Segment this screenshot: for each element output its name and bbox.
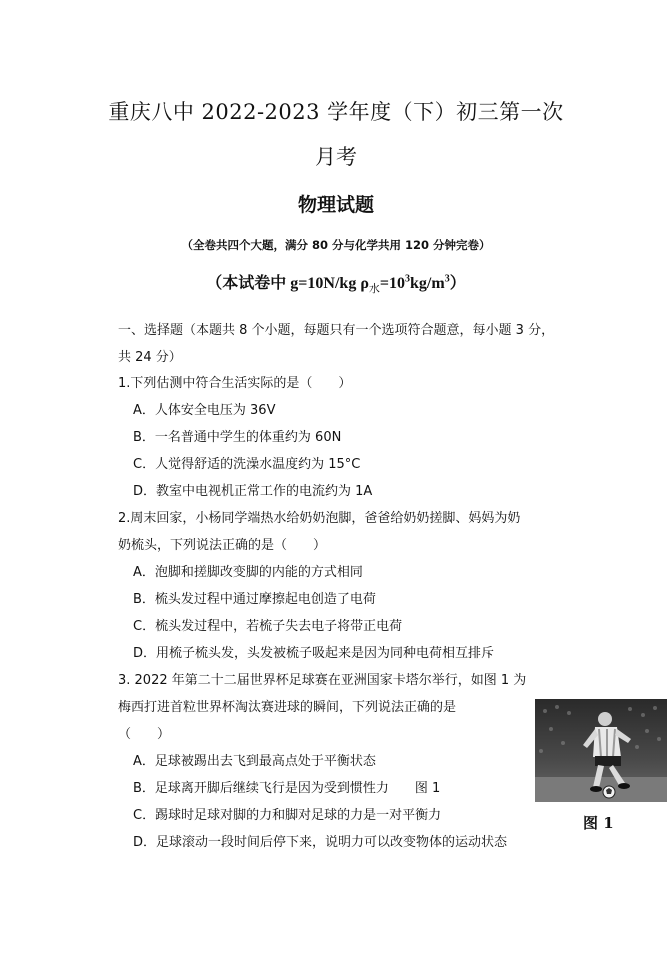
constants-unit: kg/m [410,275,445,292]
question-1-stem: 1.下列估测中符合生活实际的是（ ） [118,376,352,391]
constants-line [0,270,672,296]
question-1-option-b: B．一名普通中学生的体重约为 60N [133,430,342,445]
figure-1-photo [535,699,667,802]
constants-eq: =10 [379,275,406,292]
constants-open: （ [206,275,223,292]
question-2-stem-continued: 奶梳头，下列说法正确的是（ ） [118,538,327,553]
question-2-option-b: B．梳头发过程中通过摩擦起电创造了电荷 [133,592,376,607]
exam-title: 重庆八中 2022-2023 学年度（下）初三第一次 [108,100,564,124]
constants-text: 本试卷中 g=10N/kg ρ [222,275,369,292]
soccer-player-image [535,699,667,802]
question-3-option-d: D．足球滚动一段时间后停下来，说明力可以改变物体的运动状态 [133,835,508,850]
constants-unit-exp: 3 [444,273,450,285]
question-2-option-d: D．用梳子梳头发，头发被梳子吸起来是因为同种电荷相互排斥 [133,646,495,661]
exam-scope-note: （全卷共四个大题，满分 80 分与化学共用 120 分钟完卷） [181,238,491,252]
question-3-option-a: A．足球被踢出去飞到最高点处于平衡状态 [133,754,376,769]
question-2-stem: 2.周末回家，小杨同学端热水给奶奶泡脚，爸爸给奶奶搓脚、妈妈为奶 [118,511,521,526]
question-2-option-c: C．梳头发过程中，若梳子失去电子将带正电荷 [133,619,403,634]
question-3-stem-continued: 梅西打进首粒世界杯淘汰赛进球的瞬间，下列说法正确的是 [118,700,457,715]
constants-close: ） [449,275,466,292]
section-heading: 一、选择题（本题共 8 个小题，每题只有一个选项符合题意，每小题 3 分， [118,323,555,338]
question-2-option-a: A．泡脚和搓脚改变脚的内能的方式相同 [133,565,363,580]
question-3-option-c: C．踢球时足球对脚的力和脚对足球的力是一对平衡力 [133,808,442,823]
question-3-option-b [133,777,440,796]
question-1-option-d: D．教室中电视机正常工作的电流约为 1A [133,484,373,499]
question-3-stem: 3. 2022 年第二十二届世界杯足球赛在亚洲国家卡塔尔举行，如图 1 为 [118,673,527,688]
question-1-option-a: A．人体安全电压为 36V [133,403,276,418]
question-3-stem-blank: （ ） [118,727,171,742]
question-3-option-b-text: B．足球离开脚后继续飞行是因为受到惯性力 [133,781,389,796]
constants-sub: 水 [368,283,380,296]
constants-exp: 3 [405,273,411,285]
section-heading-continued: 共 24 分） [118,350,182,365]
inline-figure-label: 图 1 [414,781,441,796]
exam-title-continued: 月考 [315,145,357,169]
figure-1-caption: 图 1 [583,814,614,832]
question-1-option-c: C．人觉得舒适的洗澡水温度约为 15°C [133,457,361,472]
subject-title: 物理试题 [297,194,374,216]
